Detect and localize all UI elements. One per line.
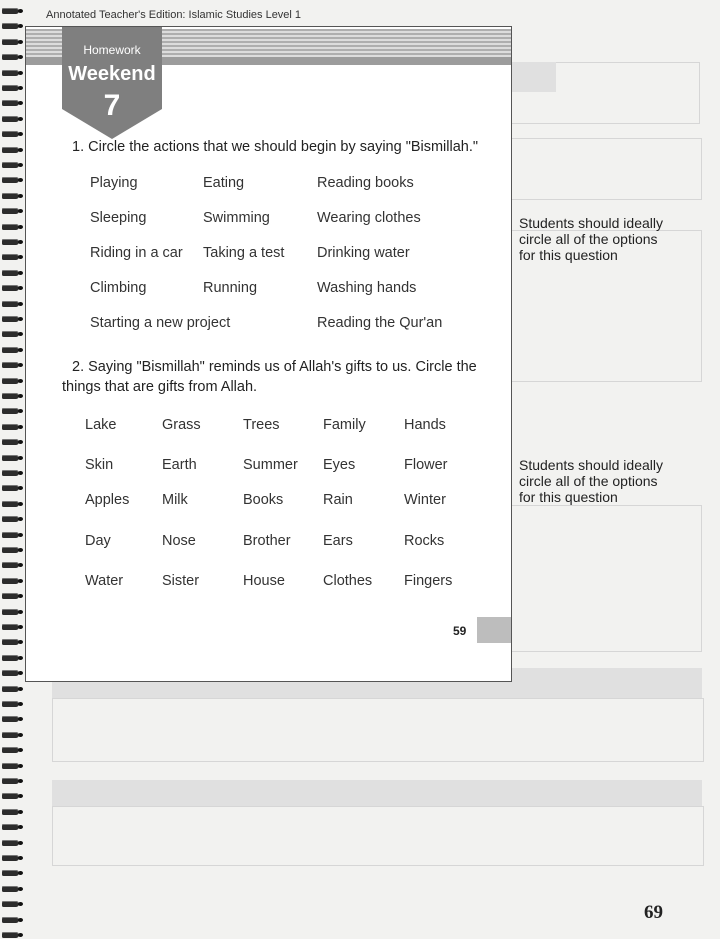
page-number: 69 bbox=[644, 902, 663, 923]
q1-option[interactable]: Wearing clothes bbox=[317, 210, 421, 226]
question-2-line-1: 2. Saying "Bismillah" reminds us of Allah's gifts to us. Circle the bbox=[72, 359, 477, 375]
q2-option[interactable]: Flower bbox=[404, 457, 448, 473]
q1-option[interactable]: Reading the Qur'an bbox=[317, 315, 443, 331]
q2-option[interactable]: Nose bbox=[162, 533, 196, 549]
note-line: for this question bbox=[519, 489, 618, 505]
spiral-coil bbox=[2, 177, 19, 183]
spiral-coil bbox=[2, 393, 19, 399]
q2-option[interactable]: Eyes bbox=[323, 457, 356, 473]
badge-homework-label: Homework bbox=[83, 43, 141, 57]
homework-page-number: 59 bbox=[453, 624, 467, 638]
spiral-coil bbox=[2, 147, 19, 153]
spiral-coil bbox=[2, 917, 19, 923]
spiral-coil bbox=[2, 562, 19, 568]
spiral-coil bbox=[2, 485, 19, 491]
spiral-coil bbox=[2, 793, 19, 799]
spiral-coil bbox=[2, 686, 19, 692]
spiral-coil bbox=[2, 901, 19, 907]
q1-option[interactable]: Reading books bbox=[317, 175, 414, 191]
note-line: circle all of the options bbox=[519, 231, 658, 247]
q2-option[interactable]: Rocks bbox=[404, 533, 445, 549]
spiral-coil bbox=[2, 131, 19, 137]
spiral-coil bbox=[2, 162, 19, 168]
q2-option[interactable]: Trees bbox=[243, 417, 280, 433]
background-table-frame bbox=[52, 698, 704, 762]
spiral-coil bbox=[2, 609, 19, 615]
spiral-coil bbox=[2, 362, 19, 368]
spiral-coil bbox=[2, 208, 19, 214]
spiral-coil bbox=[2, 100, 19, 106]
q1-option[interactable]: Starting a new project bbox=[90, 315, 231, 331]
q2-option[interactable]: Hands bbox=[404, 417, 446, 433]
spiral-coil bbox=[2, 747, 19, 753]
background-table-frame bbox=[52, 806, 704, 866]
q1-option[interactable]: Taking a test bbox=[203, 245, 285, 261]
spiral-coil bbox=[2, 855, 19, 861]
spiral-coil bbox=[2, 193, 19, 199]
q2-option[interactable]: Skin bbox=[85, 457, 114, 473]
spiral-coil bbox=[2, 932, 19, 938]
spiral-coil bbox=[2, 593, 19, 599]
spiral-coil bbox=[2, 285, 19, 291]
spiral-coil bbox=[2, 670, 19, 676]
spiral-coil bbox=[2, 408, 19, 414]
homework-badge bbox=[62, 27, 162, 139]
question-1: 1. Circle the actions that we should begin by saying "Bismillah." bbox=[72, 139, 479, 155]
q2-option[interactable]: Books bbox=[243, 492, 284, 508]
spiral-coil bbox=[2, 701, 19, 707]
note-line: Students should ideally bbox=[519, 215, 663, 231]
spiral-coil bbox=[2, 470, 19, 476]
q1-option[interactable]: Swimming bbox=[203, 210, 270, 226]
spiral-coil bbox=[2, 763, 19, 769]
q2-option[interactable]: Clothes bbox=[323, 573, 373, 589]
note-line: Students should ideally bbox=[519, 457, 663, 473]
spiral-coil bbox=[2, 547, 19, 553]
q1-option[interactable]: Washing hands bbox=[317, 280, 417, 296]
q2-option[interactable]: Earth bbox=[162, 457, 197, 473]
spiral-coil bbox=[2, 331, 19, 337]
running-header: Annotated Teacher's Edition: Islamic Studies Level 1 bbox=[46, 9, 302, 21]
spiral-coil bbox=[2, 732, 19, 738]
q2-option[interactable]: Lake bbox=[85, 417, 117, 433]
q2-option[interactable]: Ears bbox=[323, 533, 353, 549]
spiral-coil bbox=[2, 254, 19, 260]
spiral-coil bbox=[2, 70, 19, 76]
spiral-coil bbox=[2, 23, 19, 29]
spiral-coil bbox=[2, 439, 19, 445]
spiral-coil bbox=[2, 655, 19, 661]
spiral-coil bbox=[2, 347, 19, 353]
question-2-line-2: things that are gifts from Allah. bbox=[62, 379, 258, 395]
spiral-coil bbox=[2, 501, 19, 507]
spiral-coil bbox=[2, 624, 19, 630]
spiral-coil bbox=[2, 301, 19, 307]
q2-option[interactable]: Summer bbox=[243, 457, 298, 473]
q2-option[interactable]: Apples bbox=[85, 492, 130, 508]
q2-option[interactable]: Brother bbox=[243, 533, 291, 549]
teacher-note-1 bbox=[519, 215, 663, 263]
background-section-bar bbox=[52, 780, 702, 806]
q2-option[interactable]: Rain bbox=[323, 492, 353, 508]
spiral-coil bbox=[2, 270, 19, 276]
q1-option[interactable]: Climbing bbox=[90, 280, 147, 296]
spiral-coil bbox=[2, 224, 19, 230]
spiral-coil bbox=[2, 424, 19, 430]
q2-option[interactable]: Family bbox=[323, 417, 366, 433]
q2-option[interactable]: Winter bbox=[404, 492, 446, 508]
note-line: circle all of the options bbox=[519, 473, 658, 489]
q1-option[interactable]: Playing bbox=[90, 175, 138, 191]
badge-weekend-label: Weekend bbox=[68, 63, 156, 85]
spiral-coil bbox=[2, 39, 19, 45]
q2-option[interactable]: Fingers bbox=[404, 573, 453, 589]
q2-option[interactable]: House bbox=[243, 573, 285, 589]
spiral-coil bbox=[2, 778, 19, 784]
homework-page bbox=[25, 26, 512, 682]
teacher-note-2 bbox=[519, 457, 663, 505]
spiral-coil bbox=[2, 824, 19, 830]
q1-option[interactable]: Riding in a car bbox=[90, 245, 183, 261]
spiral-coil bbox=[2, 639, 19, 645]
spiral-coil bbox=[2, 54, 19, 60]
spiral-coil bbox=[2, 516, 19, 522]
spiral-coil bbox=[2, 316, 19, 322]
spiral-coil bbox=[2, 378, 19, 384]
spiral-coil bbox=[2, 809, 19, 815]
spiral-coil bbox=[2, 578, 19, 584]
q2-option[interactable]: Grass bbox=[162, 417, 201, 433]
spiral-coil bbox=[2, 870, 19, 876]
spiral-coil bbox=[2, 455, 19, 461]
spiral-binding bbox=[0, 0, 24, 939]
q1-option[interactable]: Running bbox=[203, 280, 258, 296]
q2-option[interactable]: Milk bbox=[162, 492, 188, 508]
q1-option[interactable]: Eating bbox=[203, 175, 245, 191]
spiral-coil bbox=[2, 532, 19, 538]
q2-option[interactable]: Water bbox=[85, 573, 124, 589]
q2-option[interactable]: Day bbox=[85, 533, 111, 549]
q1-option[interactable]: Drinking water bbox=[317, 245, 410, 261]
spiral-coil bbox=[2, 239, 19, 245]
q1-option[interactable]: Sleeping bbox=[90, 210, 147, 226]
badge-number: 7 bbox=[103, 89, 121, 122]
spiral-coil bbox=[2, 8, 19, 14]
spiral-coil bbox=[2, 85, 19, 91]
q2-option[interactable]: Sister bbox=[162, 573, 200, 589]
spiral-coil bbox=[2, 840, 19, 846]
spiral-coil bbox=[2, 116, 19, 122]
page-number-bar bbox=[477, 617, 511, 643]
spiral-coil bbox=[2, 716, 19, 722]
spiral-coil bbox=[2, 886, 19, 892]
note-line: for this question bbox=[519, 247, 618, 263]
